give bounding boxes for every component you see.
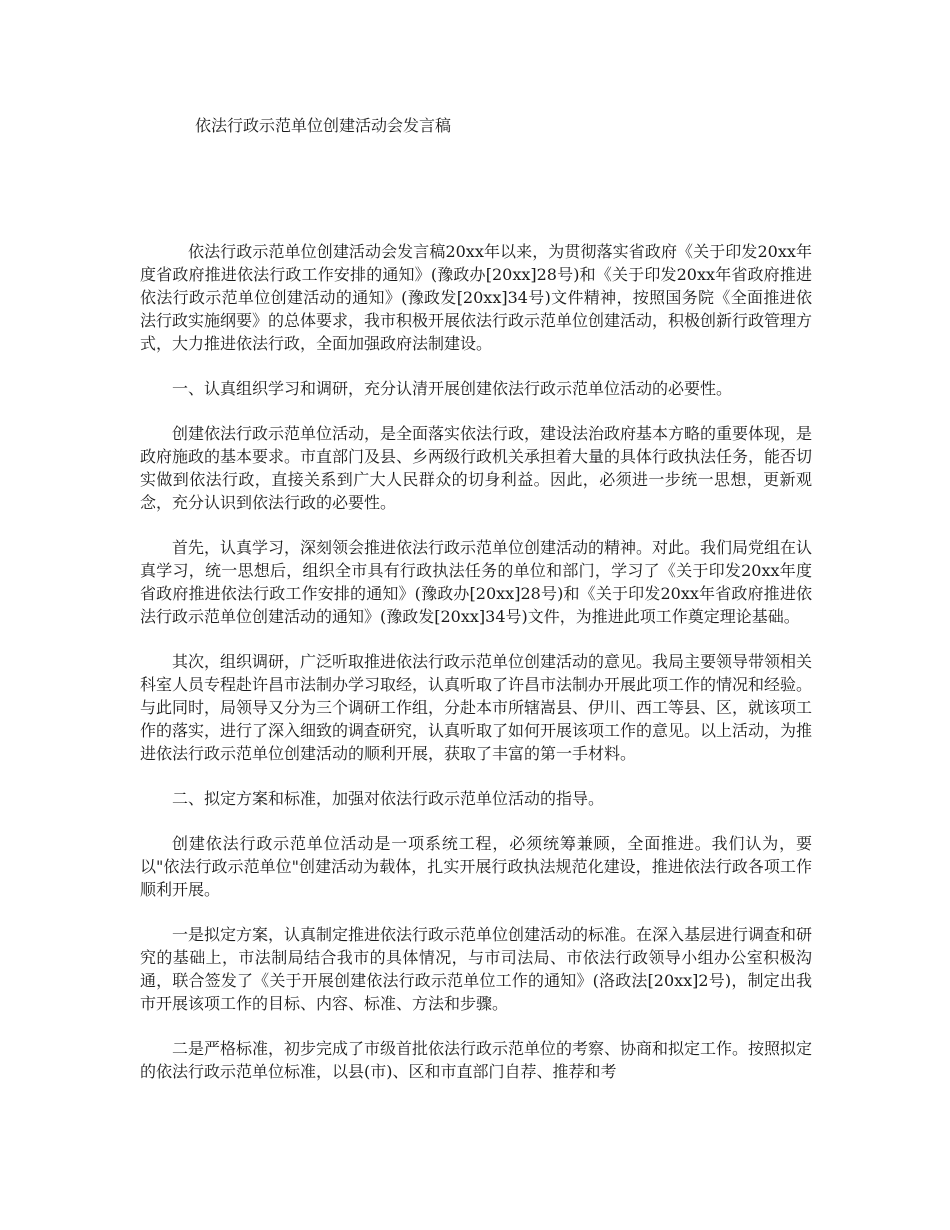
paragraph: 创建依法行政示范单位活动是一项系统工程，必须统筹兼顾，全面推进。我们认为，要以"依法行政示范单位"创建活动为载体，扎实开展行政执法规范化建设，推进依法行政各项工作顺利开展。 <box>140 834 812 899</box>
document-title: 依法行政示范单位创建活动会发言稿 <box>195 116 452 135</box>
paragraph-intro: 依法行政示范单位创建活动会发言稿20xx年以来，为贯彻落实省政府《关于印发20xx年度省政府推进依法行政工作安排的通知》(豫政办[20xx]28号)和《关于印发20xx年省政府推进依法行政示范单位创建活动的通知》(豫政发[20xx]34号)文件精神，按照国务院《全面推进依法行政实施纲要》的总体要求，我市积极开展依法行政示范单位创建活动，积极创新行政管理方式，大力推进依法行政，全面加强政府法制建设。 <box>140 242 813 353</box>
paragraph: 二是严格标准，初步完成了市级首批依法行政示范单位的考察、协商和拟定工作。按照拟定的依法行政示范单位标准，以县(市)、区和市直部门自荐、推荐和考 <box>140 1039 813 1081</box>
paragraph: 创建依法行政示范单位活动，是全面落实依法行政，建设法治政府基本方略的重要体现，是政府施政的基本要求。市直部门及县、乡两级行政机关承担着大量的具体行政执法任务，能否切实做到依法行政，直接关系到广大人民群众的切身利益。因此，必须进一步统一思想，更新观念，充分认识到依法行政的必要性。 <box>140 424 813 512</box>
paragraph: 首先，认真学习，深刻领会推进依法行政示范单位创建活动的精神。对此。我们局党组在认真学习，统一思想后，组织全市具有行政执法任务的单位和部门，学习了《关于印发20xx年度省政府推进依法行政工作安排的通知》(豫政办[20xx]28号)和《关于印发20xx年省政府推进依法行政示范单位创建活动的通知》(豫政发[20xx]34号)文件，为推进此项工作奠定理论基础。 <box>140 538 813 626</box>
document-body <box>140 240 812 1105</box>
paragraph: 其次，组织调研，广泛听取推进依法行政示范单位创建活动的意见。我局主要领导带领相关科室人员专程赴许昌市法制办学习取经，认真听取了许昌市法制办开展此项工作的情况和经验。与此同时，局领导又分为三个调研工作组，分赴本市所辖嵩县、伊川、西工等县、区，就该项工作的落实，进行了深入细致的调查研究，认真听取了如何开展该项工作的意见。以上活动，为推进依法行政示范单位创建活动的顺利开展，获取了丰富的第一手材料。 <box>140 652 813 763</box>
section-heading-2: 二、拟定方案和标准，加强对依法行政示范单位活动的指导。 <box>172 789 605 808</box>
paragraph: 一是拟定方案，认真制定推进依法行政示范单位创建活动的标准。在深入基层进行调查和研究的基础上，市法制局结合我市的具体情况，与市司法局、市依法行政领导小组办公室积极沟通，联合签发了《关于开展创建依法行政示范单位工作的通知》(洛政法[20xx]2号)，制定出我市开展该项工作的目标、内容、标准、方法和步骤。 <box>140 925 813 1013</box>
section-heading-1: 一、认真组织学习和调研，充分认清开展创建依法行政示范单位活动的必要性。 <box>172 379 733 398</box>
